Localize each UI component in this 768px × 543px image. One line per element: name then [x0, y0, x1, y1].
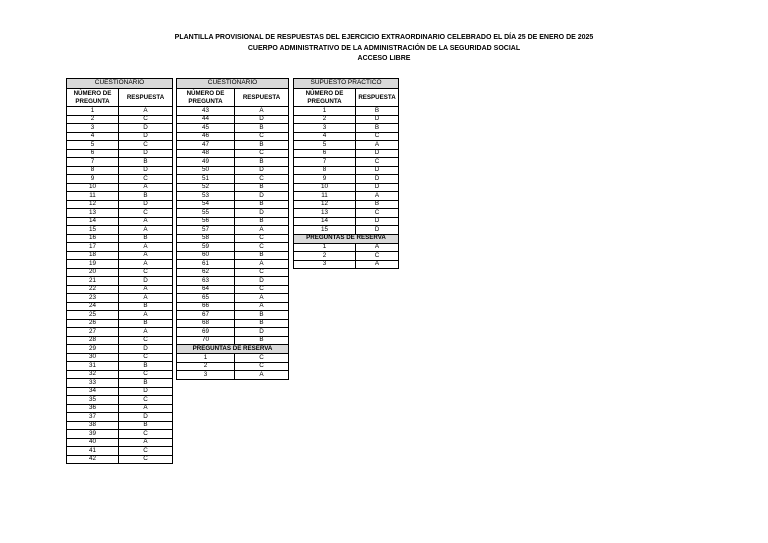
- answer-cell: B: [119, 192, 173, 201]
- table-row: [67, 107, 173, 116]
- question-number-cell: 12: [67, 200, 119, 209]
- answer-cell: D: [119, 200, 173, 209]
- question-number-cell: 10: [67, 183, 119, 192]
- table-row: [67, 226, 173, 235]
- table-title: SUPUESTO PRÁCTICO: [294, 79, 399, 89]
- table-row: [177, 243, 289, 252]
- question-number-cell: 22: [67, 285, 119, 294]
- header-title: PLANTILLA PROVISIONAL DE RESPUESTAS DEL EJERCICIO EXTRAORDINARIO CELEBRADO EL DÍA 25 DE ENERO DE 2025: [174, 34, 594, 41]
- answer-cell: D: [356, 183, 399, 192]
- table-row: [177, 132, 289, 141]
- answer-cell: A: [119, 438, 173, 447]
- answer-cell: C: [235, 243, 289, 252]
- answer-cell: A: [119, 328, 173, 337]
- question-number-cell: 23: [67, 294, 119, 303]
- question-number-cell: 2: [177, 362, 235, 371]
- question-number-cell: 1: [67, 107, 119, 116]
- question-number-cell: 62: [177, 268, 235, 277]
- question-number-cell: 18: [67, 251, 119, 260]
- table-row: [177, 234, 289, 243]
- table-row: [294, 166, 399, 175]
- table-row: [177, 294, 289, 303]
- question-number-cell: 63: [177, 277, 235, 286]
- table-row: [177, 192, 289, 201]
- question-number-cell: 2: [294, 115, 356, 124]
- question-number-cell: 3: [294, 260, 356, 269]
- question-number-cell: 21: [67, 277, 119, 286]
- answer-cell: B: [235, 183, 289, 192]
- table-row: [177, 226, 289, 235]
- question-number-cell: 41: [67, 447, 119, 456]
- answer-cell: A: [356, 141, 399, 150]
- question-number-cell: 20: [67, 268, 119, 277]
- answer-cell: D: [356, 217, 399, 226]
- column-header-answer: RESPUESTA: [356, 89, 399, 107]
- answer-cell: B: [119, 234, 173, 243]
- answer-cell: C: [356, 252, 399, 261]
- answer-cell: B: [119, 302, 173, 311]
- answer-cell: D: [356, 115, 399, 124]
- table-row: [177, 251, 289, 260]
- table-row: [67, 353, 173, 362]
- table-row: [294, 209, 399, 218]
- question-number-cell: 67: [177, 311, 235, 320]
- table-row: [177, 319, 289, 328]
- question-number-cell: 11: [294, 192, 356, 201]
- answer-cell: D: [356, 166, 399, 175]
- table-row: [177, 311, 289, 320]
- question-number-cell: 57: [177, 226, 235, 235]
- answer-cell: B: [235, 336, 289, 345]
- answer-cell: A: [235, 371, 289, 380]
- answer-cell: D: [235, 166, 289, 175]
- document-header: [0, 33, 768, 65]
- table-row: [177, 277, 289, 286]
- answer-cell: C: [235, 268, 289, 277]
- question-number-cell: 17: [67, 243, 119, 252]
- table-row: [67, 413, 173, 422]
- table-row: [67, 277, 173, 286]
- table-row: [177, 371, 289, 380]
- answer-cell: C: [235, 149, 289, 158]
- table-row: [177, 354, 289, 363]
- answer-cell: A: [235, 260, 289, 269]
- table-row: [177, 183, 289, 192]
- answer-cell: C: [235, 234, 289, 243]
- table-row: [294, 183, 399, 192]
- table-row: [177, 260, 289, 269]
- question-number-cell: 35: [67, 396, 119, 405]
- answer-cell: B: [119, 158, 173, 167]
- table-row: [294, 149, 399, 158]
- answer-cell: B: [235, 319, 289, 328]
- table-row: [177, 200, 289, 209]
- answer-cell: B: [235, 200, 289, 209]
- question-number-cell: 10: [294, 183, 356, 192]
- question-number-cell: 66: [177, 302, 235, 311]
- question-number-cell: 3: [67, 124, 119, 133]
- table-row: [67, 396, 173, 405]
- question-number-cell: 48: [177, 149, 235, 158]
- cuestionario-table-1: [66, 78, 173, 464]
- answer-cell: B: [356, 200, 399, 209]
- table-row: [67, 438, 173, 447]
- question-number-cell: 1: [177, 354, 235, 363]
- answer-cell: B: [356, 124, 399, 133]
- answer-cell: D: [235, 277, 289, 286]
- answer-cell: C: [235, 132, 289, 141]
- question-number-cell: 5: [294, 141, 356, 150]
- question-number-cell: 1: [294, 243, 356, 252]
- answer-cell: C: [119, 430, 173, 439]
- reserve-section-row: [294, 234, 399, 243]
- question-number-cell: 34: [67, 387, 119, 396]
- table-row: [67, 251, 173, 260]
- table-row: [67, 404, 173, 413]
- answer-cell: B: [119, 362, 173, 371]
- table-row: [67, 387, 173, 396]
- question-number-cell: 51: [177, 175, 235, 184]
- table-row: [67, 336, 173, 345]
- question-number-cell: 5: [67, 141, 119, 150]
- table-row: [67, 285, 173, 294]
- table-row: [67, 421, 173, 430]
- question-number-cell: 14: [67, 217, 119, 226]
- question-number-cell: 7: [294, 158, 356, 167]
- question-number-cell: 13: [294, 209, 356, 218]
- table-row: [67, 217, 173, 226]
- table-row: [177, 328, 289, 337]
- table-row: [294, 158, 399, 167]
- table-row: [177, 336, 289, 345]
- answer-cell: C: [235, 175, 289, 184]
- answer-cell: C: [119, 115, 173, 124]
- question-number-cell: 14: [294, 217, 356, 226]
- answer-cell: C: [119, 455, 173, 464]
- table-row: [294, 217, 399, 226]
- question-number-cell: 65: [177, 294, 235, 303]
- answer-cell: B: [119, 319, 173, 328]
- answer-cell: C: [119, 336, 173, 345]
- table-row: [294, 226, 399, 235]
- answer-cell: B: [235, 158, 289, 167]
- question-number-cell: 11: [67, 192, 119, 201]
- table-row: [177, 302, 289, 311]
- question-number-cell: 15: [294, 226, 356, 235]
- answer-cell: A: [119, 107, 173, 116]
- question-number-cell: 54: [177, 200, 235, 209]
- table-row: [67, 175, 173, 184]
- table-row: [294, 200, 399, 209]
- header-body: CUERPO ADMINISTRATIVO DE LA ADMINISTRACIÓN DE LA SEGURIDAD SOCIAL: [247, 44, 521, 52]
- question-number-cell: 61: [177, 260, 235, 269]
- table-row: [67, 260, 173, 269]
- answer-cell: C: [119, 175, 173, 184]
- question-number-cell: 47: [177, 141, 235, 150]
- table-row: [67, 294, 173, 303]
- answer-rows: [177, 107, 289, 380]
- answer-cell: D: [235, 209, 289, 218]
- table-row: [67, 132, 173, 141]
- answer-cell: C: [356, 158, 399, 167]
- question-number-cell: 44: [177, 115, 235, 124]
- answer-cell: D: [119, 124, 173, 133]
- question-number-cell: 52: [177, 183, 235, 192]
- table-row: [177, 285, 289, 294]
- question-number-cell: 68: [177, 319, 235, 328]
- question-number-cell: 4: [67, 132, 119, 141]
- table-row: [67, 345, 173, 354]
- answer-cell: C: [119, 141, 173, 150]
- table-row: [294, 141, 399, 150]
- question-number-cell: 32: [67, 370, 119, 379]
- question-number-cell: 31: [67, 362, 119, 371]
- table-row: [177, 149, 289, 158]
- table-row: [67, 370, 173, 379]
- answer-cell: A: [356, 260, 399, 269]
- answer-cell: C: [235, 354, 289, 363]
- question-number-cell: 25: [67, 311, 119, 320]
- answer-cell: A: [119, 404, 173, 413]
- table-row: [177, 268, 289, 277]
- answer-cell: D: [235, 328, 289, 337]
- answer-cell: D: [119, 166, 173, 175]
- answer-cell: B: [235, 217, 289, 226]
- question-number-cell: 56: [177, 217, 235, 226]
- question-number-cell: 16: [67, 234, 119, 243]
- question-number-cell: 60: [177, 251, 235, 260]
- question-number-cell: 43: [177, 107, 235, 116]
- table-row: [294, 132, 399, 141]
- answer-cell: A: [119, 217, 173, 226]
- supuesto-practico-table: [293, 78, 399, 269]
- answer-cell: A: [119, 294, 173, 303]
- table-row: [177, 209, 289, 218]
- table-row: [67, 328, 173, 337]
- table-title: CUESTIONARIO: [177, 79, 289, 89]
- question-number-cell: 19: [67, 260, 119, 269]
- answer-cell: B: [356, 107, 399, 116]
- question-number-cell: 70: [177, 336, 235, 345]
- table-row: [294, 243, 399, 252]
- column-header-answer: RESPUESTA: [119, 89, 173, 107]
- question-number-cell: 7: [67, 158, 119, 167]
- question-number-cell: 45: [177, 124, 235, 133]
- reserve-section-title: PREGUNTAS DE RESERVA: [294, 234, 399, 243]
- question-number-cell: 58: [177, 234, 235, 243]
- table-row: [67, 192, 173, 201]
- table-row: [67, 430, 173, 439]
- question-number-cell: 27: [67, 328, 119, 337]
- answer-cell: B: [235, 251, 289, 260]
- table-row: [67, 311, 173, 320]
- answer-cell: D: [119, 149, 173, 158]
- question-number-cell: 46: [177, 132, 235, 141]
- answer-cell: C: [119, 353, 173, 362]
- question-number-cell: 9: [67, 175, 119, 184]
- answer-cell: C: [235, 285, 289, 294]
- question-number-cell: 13: [67, 209, 119, 218]
- answer-cell: D: [356, 175, 399, 184]
- question-number-cell: 30: [67, 353, 119, 362]
- table-row: [67, 149, 173, 158]
- question-number-cell: 6: [294, 149, 356, 158]
- question-number-cell: 50: [177, 166, 235, 175]
- answer-cell: C: [356, 132, 399, 141]
- column-header-answer: RESPUESTA: [235, 89, 289, 107]
- question-number-cell: 12: [294, 200, 356, 209]
- question-number-cell: 37: [67, 413, 119, 422]
- table-row: [294, 192, 399, 201]
- column-header-number: NÚMERO DE PREGUNTA: [294, 89, 356, 107]
- column-header-number: NÚMERO DE PREGUNTA: [177, 89, 235, 107]
- answer-cell: A: [119, 311, 173, 320]
- answer-cell: A: [235, 107, 289, 116]
- table-row: [177, 217, 289, 226]
- answer-cell: D: [235, 115, 289, 124]
- answer-cell: D: [119, 413, 173, 422]
- question-number-cell: 42: [67, 455, 119, 464]
- header-access: ACCESO LIBRE: [357, 55, 411, 62]
- answer-cell: C: [235, 362, 289, 371]
- answer-cell: B: [235, 124, 289, 133]
- answer-cell: D: [119, 277, 173, 286]
- table-row: [294, 260, 399, 269]
- answer-cell: C: [119, 447, 173, 456]
- question-number-cell: 9: [294, 175, 356, 184]
- answer-cell: A: [235, 294, 289, 303]
- question-number-cell: 64: [177, 285, 235, 294]
- answer-cell: B: [119, 421, 173, 430]
- question-number-cell: 8: [67, 166, 119, 175]
- table-row: [177, 166, 289, 175]
- table-row: [177, 158, 289, 167]
- table-row: [67, 455, 173, 464]
- question-number-cell: 39: [67, 430, 119, 439]
- question-number-cell: 24: [67, 302, 119, 311]
- question-number-cell: 6: [67, 149, 119, 158]
- answer-cell: B: [235, 311, 289, 320]
- answer-cell: D: [356, 226, 399, 235]
- table-row: [67, 319, 173, 328]
- table-row: [67, 200, 173, 209]
- table-row: [67, 243, 173, 252]
- table-row: [67, 447, 173, 456]
- answer-cell: D: [235, 192, 289, 201]
- answer-rows: [294, 107, 399, 269]
- question-number-cell: 15: [67, 226, 119, 235]
- table-row: [67, 115, 173, 124]
- question-number-cell: 55: [177, 209, 235, 218]
- question-number-cell: 29: [67, 345, 119, 354]
- answer-cell: C: [119, 370, 173, 379]
- answer-cell: A: [119, 285, 173, 294]
- question-number-cell: 53: [177, 192, 235, 201]
- answer-rows: [67, 107, 173, 464]
- question-number-cell: 3: [294, 124, 356, 133]
- table-row: [67, 166, 173, 175]
- question-number-cell: 26: [67, 319, 119, 328]
- table-row: [294, 107, 399, 116]
- answer-cell: A: [356, 192, 399, 201]
- question-number-cell: 40: [67, 438, 119, 447]
- answer-cell: A: [119, 251, 173, 260]
- answer-cell: D: [119, 345, 173, 354]
- table-row: [294, 124, 399, 133]
- table-row: [67, 362, 173, 371]
- answer-cell: C: [119, 268, 173, 277]
- table-title: CUESTIONARIO: [67, 79, 173, 89]
- answer-cell: A: [235, 226, 289, 235]
- table-row: [294, 115, 399, 124]
- question-number-cell: 2: [67, 115, 119, 124]
- table-row: [67, 124, 173, 133]
- reserve-section-row: [177, 345, 289, 354]
- question-number-cell: 2: [294, 252, 356, 261]
- question-number-cell: 3: [177, 371, 235, 380]
- answer-cell: D: [119, 132, 173, 141]
- cuestionario-table-2: [176, 78, 289, 380]
- table-row: [177, 362, 289, 371]
- table-row: [67, 234, 173, 243]
- table-row: [67, 183, 173, 192]
- question-number-cell: 69: [177, 328, 235, 337]
- table-row: [177, 115, 289, 124]
- question-number-cell: 4: [294, 132, 356, 141]
- answer-cell: A: [119, 183, 173, 192]
- table-row: [177, 107, 289, 116]
- answer-cell: A: [119, 260, 173, 269]
- question-number-cell: 49: [177, 158, 235, 167]
- question-number-cell: 28: [67, 336, 119, 345]
- table-row: [67, 209, 173, 218]
- answer-cell: A: [119, 243, 173, 252]
- answer-cell: A: [356, 243, 399, 252]
- answer-cell: D: [119, 387, 173, 396]
- column-header-number: NÚMERO DE PREGUNTA: [67, 89, 119, 107]
- question-number-cell: 59: [177, 243, 235, 252]
- answer-cell: A: [119, 226, 173, 235]
- question-number-cell: 1: [294, 107, 356, 116]
- question-number-cell: 33: [67, 379, 119, 388]
- table-row: [67, 158, 173, 167]
- table-row: [294, 175, 399, 184]
- answer-cell: A: [235, 302, 289, 311]
- answer-cell: D: [356, 149, 399, 158]
- reserve-section-title: PREGUNTAS DE RESERVA: [177, 345, 289, 354]
- table-row: [177, 141, 289, 150]
- question-number-cell: 38: [67, 421, 119, 430]
- question-number-cell: 36: [67, 404, 119, 413]
- table-row: [67, 268, 173, 277]
- answer-cell: B: [235, 141, 289, 150]
- table-row: [177, 175, 289, 184]
- table-row: [67, 302, 173, 311]
- table-row: [67, 379, 173, 388]
- table-row: [67, 141, 173, 150]
- answer-cell: C: [119, 209, 173, 218]
- answer-cell: B: [119, 379, 173, 388]
- question-number-cell: 8: [294, 166, 356, 175]
- table-row: [294, 252, 399, 261]
- answer-cell: C: [119, 396, 173, 405]
- table-row: [177, 124, 289, 133]
- answer-cell: C: [356, 209, 399, 218]
